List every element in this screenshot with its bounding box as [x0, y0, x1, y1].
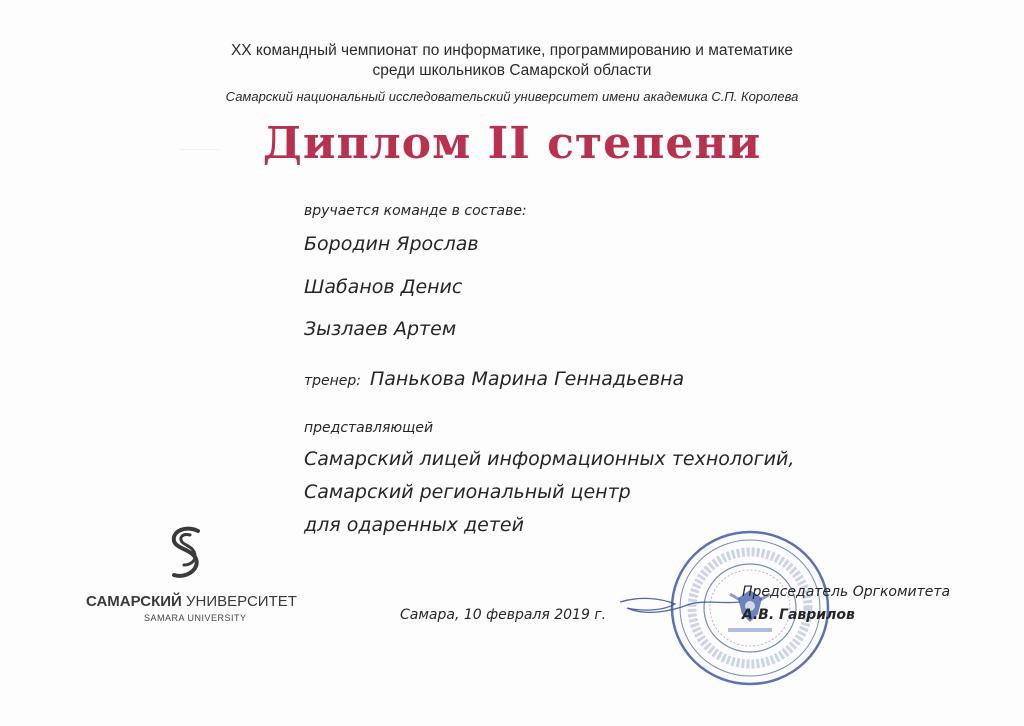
organization-line-2: Самарский региональный центр — [304, 481, 631, 503]
championship-subtitle: среди школьников Самарской области — [372, 62, 652, 79]
awarded-text: вручается команде в составе: — [304, 203, 527, 219]
university-s-logo-icon — [164, 525, 210, 583]
representing-label: представляющей — [304, 420, 434, 436]
team-member-2: Шабанов Денис — [304, 276, 463, 298]
organization-line-1: Самарский лицей информационных технологий, — [304, 448, 795, 470]
signatory-title: Председатель Оргкомитета — [742, 584, 951, 600]
place-date: Самара, 10 февраля 2019 г. — [400, 607, 607, 623]
university-name: Самарский национальный исследовательский университет имени академика С.П. Королева — [225, 89, 799, 104]
coach-name: Панькова Марина Геннадьевна — [370, 368, 685, 390]
championship-title: XX командный чемпионат по информатике, программированию и математике — [230, 42, 794, 59]
team-member-1: Бородин Ярослав — [304, 233, 479, 255]
handwritten-signature — [615, 590, 745, 630]
organization-line-3: для одаренных детей — [304, 514, 524, 536]
diploma-title: Диплом II степени — [262, 118, 762, 169]
signatory-name: А.В. Гаврилов — [742, 607, 855, 623]
university-logo-subtitle: SAMARA UNIVERSITY — [144, 613, 247, 623]
university-logo-text: САМАРСКИЙ УНИВЕРСИТЕТ — [86, 593, 297, 610]
coach-label: тренер: — [304, 373, 362, 389]
team-member-3: Зызлаев Артем — [304, 318, 457, 340]
